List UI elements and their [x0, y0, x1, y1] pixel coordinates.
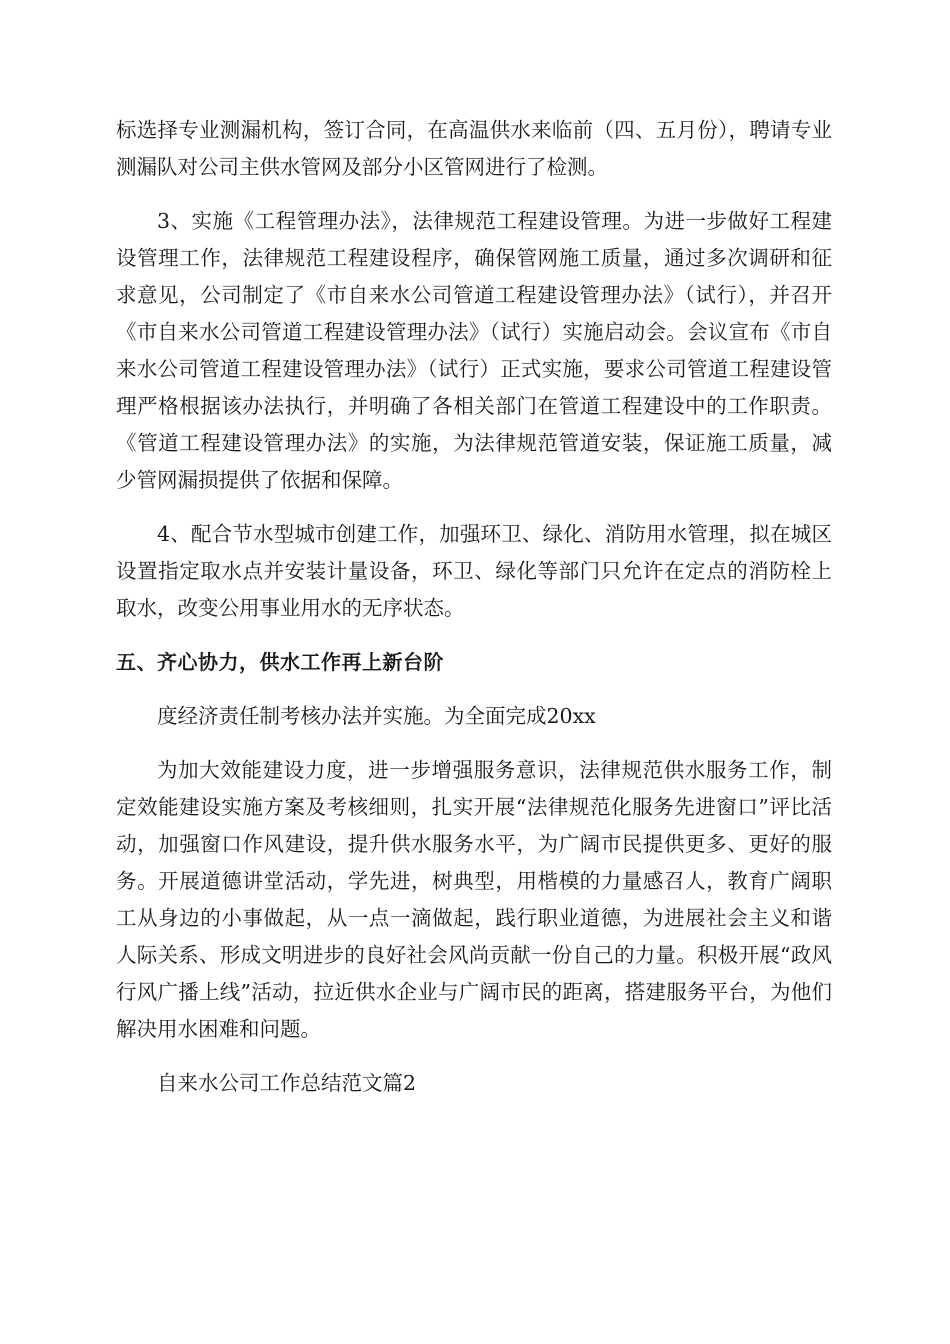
- paragraph-next-title: 自来水公司工作总结范文篇2: [157, 1071, 417, 1095]
- paragraph-water-saving-city: 4、配合节水型城市创建工作，加强环卫、绿化、消防用水管理，拟在城区设置指定取水点并安装计量设备，环卫、绿化等部门只允许在定点的消防栓上取水，改变公用事业用水的无序状态。: [116, 522, 832, 620]
- paragraph-engineering-management: 3、实施《工程管理办法》，法律规范工程建设管理。为进一步做好工程建设管理工作，法律规范工程建设程序，确保管网施工质量，通过多次调研和征求意见，公司制定了《市自来水公司管道工程建设管理办法》（试行），并召开《市自来水公司管道工程建设管理办法》（试行）实施启动会。会议宣布《市自来水公司管道工程建设管理办法》（试行）正式实施，要求公司管道工程建设管理严格根据该办法执行，并明确了各相关部门在管道工程建设中的工作职责。《管道工程建设管理办法》的实施，为法律规范管道安装，保证施工质量，减少管网漏损提供了依据和保障。: [116, 209, 832, 492]
- paragraph-assessment: 度经济责任制考核办法并实施。为全面完成20xx: [157, 704, 596, 728]
- paragraph-service-efficiency: 为加大效能建设力度，进一步增强服务意识，法律规范供水服务工作，制定效能建设实施方案及考核细则，扎实开展“法律规范化服务先进窗口”评比活动，加强窗口作风建设，提升供水服务水平，为广阔市民提供更多、更好的服务。开展道德讲堂活动，学先进，树典型，用楷模的力量感召人，教育广阔职工从身边的小事做起，从一点一滴做起，践行职业道德，为进展社会主义和谐人际关系、形成文明进步的良好社会风尚贡献一份自己的力量。积极开展“政风行风广播上线”活动，拉近供水企业与广阔市民的距离，搭建服务平台，为他们解决用水困难和问题。: [116, 758, 832, 1041]
- document-body: [116, 112, 832, 1119]
- section-heading: 五、齐心协力，供水工作再上新台阶: [116, 650, 444, 674]
- paragraph-leak-detection: 标选择专业测漏机构，签订合同，在高温供水来临前（四、五月份），聘请专业测漏队对公司主供水管网及部分小区管网进行了检测。: [116, 118, 832, 179]
